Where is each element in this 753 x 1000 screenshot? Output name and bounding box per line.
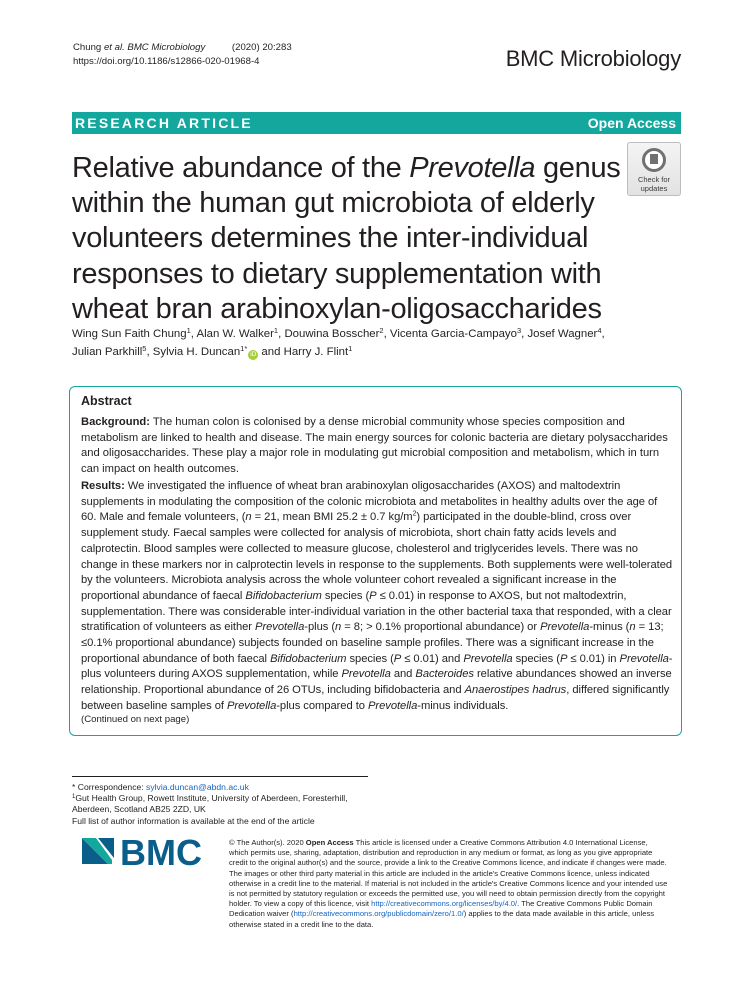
bookmark-icon <box>642 148 666 172</box>
journal-name: BMC Microbiology <box>505 46 681 71</box>
correspondence-email[interactable]: sylvia.duncan@abdn.ac.uk <box>146 782 249 792</box>
check-for-updates-line1: Check for <box>637 175 671 184</box>
check-for-updates-badge[interactable] <box>627 142 681 196</box>
article-title <box>72 151 632 327</box>
full-list-note: Full list of author information is available at the end of the article <box>72 815 315 826</box>
title-part1: Relative abundance of the <box>72 152 410 184</box>
author[interactable]: Julian Parkhill$^5$ <box>72 344 147 359</box>
title-part2: genus within the human gut microbiota of elderly volunteers determines the inter-individual responses to dietary supplementation with wheat bran arabinoxylan-oligosaccharides <box>72 152 621 325</box>
title-genus: Prevotella <box>409 152 536 184</box>
bmc-logo-text: BMC <box>120 832 202 870</box>
author[interactable]: Vicenta Garcia-Campayo$^3$ <box>389 326 522 340</box>
continued-note: (Continued on next page) <box>81 714 190 725</box>
author[interactable]: Alan W. Walker$^1$ <box>196 326 279 340</box>
orcid-icon[interactable]: iD <box>250 351 257 359</box>
abstract-background: Background: The human colon is colonised by a dense microbial community whose species composition and metabolism are linked to health and disease. The main energy sources for colonic bacteria are dietary polysaccharides and oligosaccharides. These play a major role in modulating gut microbial composition and metabolism, which in turn can impact on health outcomes. <box>81 416 668 476</box>
citation-header <box>73 41 292 68</box>
abstract-results: Results: We investigated the influence of wheat bran arabinoxylan oligosaccharides (AXOS) and maltodextrin supplements in modulating the composition of the colonic microbiota and metabolites in healthy adults over the age of 60. Male and female volunteers, (n = 21, mean BMI 25.2 ± 0.7 $kg/m^2$) participated in the double-blind, cross over supplement study. Faecal samples were collected for analysis of microbiota, short chain fatty acids levels and calprotectin. Blood samples were collected to measure glucose, cholesterol and triglycerides levels. There was no change in these markers nor in calprotectin levels in response to the supplements. Both supplements were well-tolerated by the volunteers. Microbiota analysis across the whole volunteer cohort revealed a significant increase in the proportional abundance of faecal Bifidobacterium species (P ≤ 0.01) in response to AXOS, but not maltodextrin, supplementation. There was considerable inter-individual variation in the other bacterial taxa that responded, with a clear stratification of volunteers as either Prevotella-plus (n = 8; > 0.1% proportional abundance) or Prevotella-minus (n = 13; ≤0.1% proportional abundance) subjects founded on baseline sample profiles. There was a significant increase in the proportional abundance of both faecal Bifidobacterium species (P ≤ 0.01) and Prevotella species (P ≤ 0.01) in Prevotella-plus volunteers during AXOS supplementation, while Prevotella and Bacteroides relative abundances showed an inverse relationship. Proportional abundance of 26 OTUs, including bifidobacteria and Anaerostipes hadrus, differed significantly between baseline samples of Prevotella-plus compared to Prevotella-minus individuals. <box>81 480 673 712</box>
article-type-label: RESEARCH ARTICLE <box>75 115 253 131</box>
bmc-logo <box>82 832 212 870</box>
footnote-rule <box>72 776 368 777</box>
affiliation-line1: Gut Health Group, Rowett Institute, University of Aberdeen, Foresterhill, <box>75 793 348 804</box>
citation-journal: et al. BMC Microbiology <box>103 42 206 53</box>
author-list: Wing Sun Faith Chung$^1$, Alan W. Walker$^1$, Douwina Bosscher$^2$, Vicenta Garcia-Campayo$^3$, Josef Wagner$^4$, Julian Parkhill$^5$, Sylvia H. Duncan$^{1*}$iD and Harry J. Flint$^1$ <box>72 326 605 359</box>
author[interactable]: Douwina Bosscher$^2$ <box>284 326 384 340</box>
author[interactable]: Sylvia H. Duncan$^{1*}$ <box>152 344 248 359</box>
article-type-banner <box>72 112 681 134</box>
cc-by-link[interactable]: http://creativecommons.org/licenses/by/4.0/ <box>371 899 518 909</box>
author[interactable]: Josef Wagner$^4$ <box>527 326 602 340</box>
citation-year-volume: (2020) 20:283 <box>231 42 292 53</box>
check-for-updates-line2: updates <box>640 183 668 193</box>
doi-link[interactable]: https://doi.org/10.1186/s12866-020-01968-4 <box>73 55 260 67</box>
affiliation-line2: Aberdeen, Scotland AB25 2ZD, UK <box>72 804 206 815</box>
footnote: * Correspondence: sylvia.duncan@abdn.ac.uk $^1$Gut Health Group, Rowett Institute, University of Aberdeen, Foresterhill, Aberdeen, Scotland AB25 2ZD, UK Full list of author information is available at the end of the article <box>72 782 382 827</box>
author[interactable]: Wing Sun Faith Chung$^1$ <box>72 326 191 340</box>
license-text: © The Author(s). 2020 Open Access This article is licensed under a Creative Commons Attribution 4.0 International License, which permits use, sharing, adaptation, distribution and reproduction in any medium or format, as long as you give appropriate credit to the original author(s) and the source, provide a link to the Creative Commons licence, and indicate if changes were made. The images or other third party material in this article are included in the article's Creative Commons licence, unless indicated otherwise in a credit line to the material. If material is not included in the article's Creative Commons licence and your intended use is not permitted by statutory regulation or exceeds the permitted use, you will need to obtain permission directly from the copyright holder. To view a copy of this licence, visit http://creativecommons.org/licenses/by/4.0/. The Creative Commons Public Domain Dedication waiver (http://creativecommons.org/publicdomain/zero/1.0/) applies to the data made available in this article, unless otherwise stated in a credit line to the data. <box>229 838 668 929</box>
citation-authors: Chung <box>73 42 102 53</box>
open-access-label: Open Access <box>587 115 676 131</box>
bmc-logo-mark <box>82 832 212 870</box>
author[interactable]: Harry J. Flint$^1$ <box>283 344 353 359</box>
cc-zero-link[interactable]: http://creativecommons.org/publicdomain/zero/1.0/ <box>293 909 464 919</box>
abstract-heading: Abstract <box>81 394 132 408</box>
correspondence-label: * Correspondence: <box>72 782 147 792</box>
